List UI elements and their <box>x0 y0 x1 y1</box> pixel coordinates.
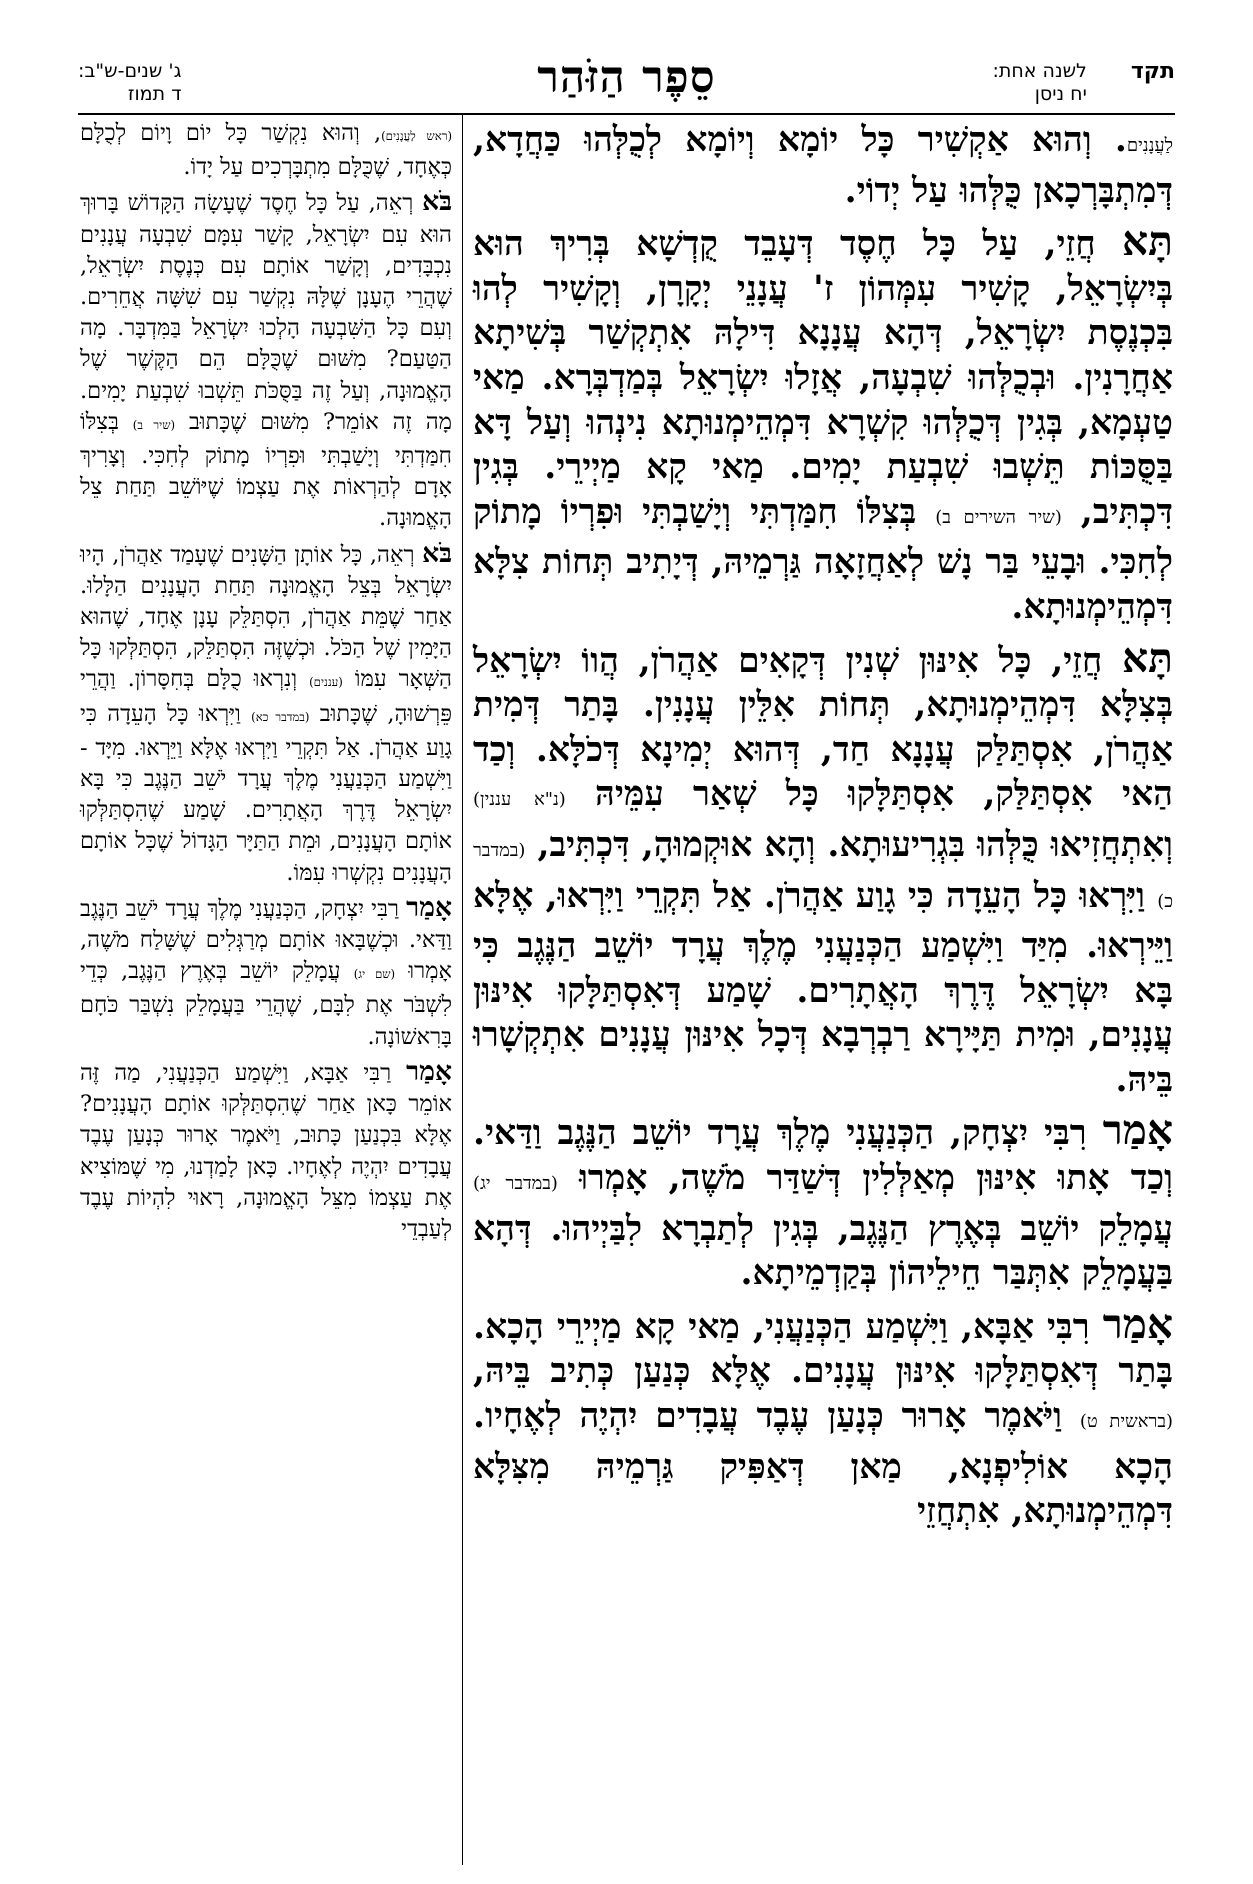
hebrew-p1-ref: (ראש לַעֲנָנִים) <box>381 129 453 143</box>
hebrew-p4-text-b: עֲמָלֵק יוֹשֵׁב בְּאֶרֶץ הַנֶּגֶב, כְּדֵי לִשְׁבֹּר אֶת לִבָּם, שֶׁהֲרֵי בַּעֲמָלֵק נִשְׁבַּר כֹּחָם בָּרִאשׁוֹנָה. <box>80 958 452 1050</box>
book-title: סֵפֶר הַזֹּהַר <box>537 52 716 103</box>
hebrew-p2-opening-word: בֹּא <box>422 186 452 218</box>
three-year-schedule <box>78 60 181 106</box>
hebrew-p4-opening-word: אָמַר <box>406 891 452 923</box>
aramaic-paragraph-5 <box>473 1299 1173 1534</box>
hebrew-paragraph-3 <box>80 538 452 889</box>
hebrew-p3-opening-word: בֹּא <box>422 537 452 569</box>
hebrew-paragraph-4 <box>80 892 452 1053</box>
aramaic-p4-opening-word: אָמַר <box>1102 1106 1173 1155</box>
schedule-left-line2: ד תמוז <box>127 83 182 105</box>
hebrew-p2-text-a: רְאֵה, עַל כָּל חֶסֶד שֶׁעָשָׂה הַקָּדוֹשׁ בָּרוּךְ הוּא עִם יִשְׂרָאֵל, קָשַׁר עִמָּם שִׁבְעָה עֲנָנִים נִכְבָּדִים, וְקָשַׁר אוֹתָם עִם כְּנֶסֶת יִשְׂרָאֵל, שֶׁהֲרֵי הֶעָנָן שֶׁלָּהּ נִקְשַׁר עִם שִׁשָּׁה אֲחֵרִים. וְעִם כָּל הַשִּׁבְעָה הָלְכוּ יִשְׂרָאֵל בַּמִּדְבָּר. מָה הַטַּעַם? מִשּׁוּם שֶׁכֻּלָּם הֵם הַקֶּשֶׁר שֶׁל הָאֱמוּנָה, וְעַל זֶה בַּסֻּכֹּת תֵּשְׁבוּ שִׁבְעַת יָמִים. מָה זֶה אוֹמֵר? מִשּׁוּם שֶׁכָּתוּב <box>80 190 452 435</box>
aramaic-p3-ref-1: (נ"א עננין) <box>473 789 566 811</box>
hebrew-p3-text-a: רְאֵה, כָּל אוֹתָן הַשָּׁנִים שֶׁעָמַד אַהֲרֹן, הָיוּ יִשְׂרָאֵל בְּצֵל הָאֱמוּנָה תַּחַת הָעֲנָנִים הַלָּלוּ. אַחַר שֶׁמֵּת אַהֲרֹן, הִסְתַּלֵּק עָנָן אֶחָד, שֶׁהוּא הַיָּמִין שֶׁל הַכֹּל. וּכְשֶׁזֶּה הִסְתַּלֵּק, הִסְתַּלְּקוּ כָּל הַשְּׁאָר עִמּוֹ <box>80 541 452 693</box>
aramaic-p4-text-a: רִבִּי יִצְחָק, הַכְּנַעֲנִי מֶלֶךְ עֲרָד יוֹשֵׁב הַנֶּגֶב וַדַּאי. וְכַד אָתוּ אִינּוּן מְאַלְּלִין דְּשַׁדַּר מֹשֶׁה, אָמְרוּ <box>473 1113 1173 1199</box>
aramaic-p3-ref-2: (במדבר כ) <box>473 839 1173 912</box>
aramaic-p5-text-a: רִבִּי אַבָּא, וַיִּשְׁמַע הַכְּנַעֲנִי, מַאי קָא מַיְירֵי הָכָא. בָּתַר דְּאִסְתַּלָּקוּ אִינּוּן עֲנָנִים. אֶלָּא כְּנַעַן כְּתִיב בֵּיהּ, <box>473 1306 1173 1392</box>
hebrew-paragraph-5 <box>80 1056 452 1245</box>
aramaic-p2-text-b: בְּצִלּוֹ חִמַּדְתִּי וְיָשַׁבְתִּי וּפִרְיוֹ מָתוֹק לְחִכִּי. וּבָעֵי בַּר נָשׁ לְאַחֲזָאָה גַּרְמֵיהּ, דְּיָתִיב תְּחוֹת צִלָּא דִּמְהֵימְנוּתָא. <box>473 491 1173 627</box>
hebrew-p4-text-a: רַבִּי יִצְחָק, הַכְּנַעֲנִי מֶלֶךְ עֲרָד יֹשֵׁב הַנֶּגֶב וַדַּאי. וּכְשֶׁבָּאוּ אוֹתָם מְרַגְּלִים שֶׁשָּׁלַח מֹשֶׁה, אָמְרוּ <box>80 895 452 985</box>
aramaic-p5-ref: (בראשית ט) <box>1079 1411 1173 1433</box>
aramaic-p4-ref: (במדבר יג) <box>473 1173 558 1195</box>
hebrew-p3-text-c: וַיִּרְאוּ כָּל הָעֵדָה כִּי גָוַע אַהֲרֹן. אַל תִּקְרֵי וַיִּרְאוּ אֶלָּא וַיֵּרְאוּ. מִיָּד - וַיִּשְׁמַע הַכְּנַעֲנִי מֶלֶךְ עֲרָד יֹשֵׁב הַנֶּגֶב כִּי בָּא יִשְׂרָאֵל דֶּרֶךְ הָאֲתָרִים. שָׁמַע שֶׁהִסְתַּלְּקוּ אוֹתָם הָעֲנָנִים, וּמֵת הַתַּיָּר הַגָּדוֹל שֶׁכָּל אוֹתָם הָעֲנָנִים נִקְשְׁרוּ עִמּוֹ. <box>80 700 452 886</box>
hebrew-p5-text-a: רַבִּי אַבָּא, וַיִּשְׁמַע הַכְּנַעֲנִי, מַה זֶּה אוֹמֵר כָּאן אַחַר שֶׁהִסְתַּלְּקוּ אוֹתָם הָעֲנָנִים? אֶלָּא בִּכְנַעַן כָּתוּב, וַיֹּאמֶר אָרוּר כְּנָעַן עֶבֶד עֲבָדִים יִהְיֶה לְאֶחָיו. כָּאן לָמַדְנוּ, מִי שֶׁמּוֹצִיא אֶת עַצְמוֹ מִצֵּל הָאֱמוּנָה, רָאוּי לִהְיוֹת עֶבֶד לְעַבְדֵי <box>80 1059 452 1242</box>
aramaic-p2-ref: (שיר השירים ב) <box>935 506 1062 528</box>
aramaic-p2-text-a: חֲזֵי, עַל כָּל חֶסֶד דְּעָבֵד קֻדְשָׁא בְּרִיךְ הוּא בְּיִשְׂרָאֵל, קָשִׁיר עִמְּהוֹן ז' עֲנָנֵי יְקָרָן, וְקָשִׁיר לְהוּ בִּכְנֶסֶת יִשְׂרָאֵל, דְּהָא עֲנָנָא דִּילָהּ אִתְקְשַׁר בְּשִׁיתָא אַחֲרָנִין. וּבְכֻלְּהוּ שִׁבְעָה, אֲזָלוּ יִשְׂרָאֵל בְּמַדְבְּרָא. מַאי טַעְמָא, בְּגִין דְּכֻלְּהוּ קִשְׁרָא דִּמְהֵימְנוּתָא נִינְהוּ וְעַל דָּא בַּסֻּכּוֹת תֵּשְׁבוּ שִׁבְעַת יָמִים. מַאי קָא מַיְירֵי. בְּגִין דִּכְתִּיב, <box>473 224 1173 532</box>
aramaic-p5-opening-word: אָמַר <box>1102 1299 1173 1348</box>
hebrew-p2-text-b: בְּצִלּוֹ חִמַּדְתִּי וְיָשַׁבְתִּי וּפִרְיוֹ מָתוֹק לְחִכִּי. וְצָרִיךְ אָדָם לְהַרְאוֹת אֶת עַצְמוֹ שֶׁיּוֹשֵׁב תַּחַת צֵל הָאֱמוּנָה. <box>80 408 452 532</box>
aramaic-p2-opening-word: תָּא <box>1122 217 1173 266</box>
aramaic-p3-text-c: וַיִּרְאוּ כָּל הָעֵדָה כִּי גָוַע אַהֲרֹן. אַל תִּקְרֵי וַיִּרְאוּ, אֶלָּא וַיֵּירְאוּ. מִיַּד וַיִּשְׁמַע הַכְּנַעֲנִי מֶלֶךְ עֲרָד יוֹשֵׁב הַנֶּגֶב כִּי בָּא יִשְׂרָאֵל דֶּרֶךְ הָאֲתָרִים. שָׁמַע דְּאִסְתַּלָּקוּ אִינּוּן עֲנָנִים, וּמִית תַּיָּירָא רַבְרְבָא דְּכָל אִינּוּן עֲנָנִים אִתְקְשָׁרוּ בֵּיהּ. <box>473 875 1173 1100</box>
hebrew-p5-opening-word: אָמַר <box>406 1055 452 1087</box>
column-divider <box>462 115 463 1865</box>
aramaic-paragraph-4 <box>473 1108 1173 1295</box>
schedule-left-line1: ג' שנים-ש"ב: <box>78 60 182 82</box>
aramaic-p1-ref: לַעֲנָנִים <box>1126 135 1173 156</box>
aramaic-paragraph-1 <box>473 118 1173 213</box>
header-rule <box>78 113 1175 115</box>
hebrew-p1-text: , וְהוּא נִקְשַׁר כָּל יוֹם וָיוֹם לְכֻלָּם כְּאֶחָד, שֶׁכֻּלָּם מִתְבָּרְכִים עַל יָדוֹ. <box>80 120 452 181</box>
aramaic-column <box>473 118 1173 1540</box>
hebrew-p2-ref: (שיר ב) <box>132 417 176 432</box>
hebrew-p3-ref-2: (במדבר כא) <box>251 709 310 724</box>
aramaic-p5-text-b: וַיֹּאמֶר אָרוּר כְּנָעַן עֶבֶד עֲבָדִים יִהְיֶה לְאֶחָיו. הָכָא אוֹלִיפְנָא, מַאן דְּאַפִּיק גַּרְמֵיהּ מִצִּלָּא דִּמְהֵימְנוּתָא, אִתְחֲזֵי <box>473 1396 1173 1532</box>
page-number: תקד <box>1130 59 1175 84</box>
aramaic-p4-text-b: עֲמָלֵק יוֹשֵׁב בְּאֶרֶץ הַנֶּגֶב, בְּגִין לְתַבְרָא לִבַּיְיהוּ. דְּהָא בַּעֲמָלֵק אִתְּבַּר חֵילֵיהוֹן בְּקַדְמֵיתָא. <box>473 1208 1173 1294</box>
schedule-right-line1: לשנה אחת: <box>992 60 1087 82</box>
schedule-right-line2: יח ניסן <box>1034 83 1087 105</box>
aramaic-paragraph-2 <box>473 219 1173 629</box>
hebrew-paragraph-1 <box>80 118 452 183</box>
aramaic-p3-opening-word: תָּא <box>1122 633 1173 682</box>
hebrew-p4-ref: (שם יג) <box>353 967 396 982</box>
aramaic-p1-text: . וְהוּא אַקְשִׁיר כָּל יוֹמָא וְיוֹמָא לְכֻלְּהוּ כַּחֲדָא, דְּמִתְבָּרְכָאן כֻּלְּהוּ עַל יְדוֹי. <box>473 120 1173 211</box>
aramaic-p3-text-a: חֲזֵי, כָּל אִינּוּן שְׁנִין דְּקָאִים אַהֲרֹן, הֲווֹ יִשְׂרָאֵל בְּצִלָּא דִּמְהֵימְנוּתָא, תְּחוֹת אִלֵּין עֲנָנִין. בָּתַר דְּמִית אַהֲרֹן, אִסְתַּלַּק עֲנָנָא חַד, דְּהוּא יְמִינָא דְּכֹלָּא. וְכַד הַאי אִסְתַּלַּק, אִסְתַּלָּקוּ כָּל שְׁאַר עִמֵּיהּ <box>473 640 1173 815</box>
hebrew-translation-column <box>80 118 452 1248</box>
hebrew-paragraph-2 <box>80 186 452 534</box>
hebrew-p3-ref-1: (עננים) <box>309 675 343 690</box>
aramaic-paragraph-3 <box>473 633 1173 1103</box>
hebrew-p3-text-b: וְנִרְאוּ כֻלָּם בְּחִסָּרוֹן. וַהֲרֵי פֵּרְשׁוּהָ, שֶׁכָּתוּב <box>80 666 452 727</box>
page-header <box>78 52 1175 115</box>
aramaic-p3-text-b: וְאִתְחֲזִיאוּ כֻּלְּהוּ בִּגְרִיעוּתָא. וְהָא אוּקְמוּהָ, דִּכְתִּיב, <box>525 824 1173 865</box>
